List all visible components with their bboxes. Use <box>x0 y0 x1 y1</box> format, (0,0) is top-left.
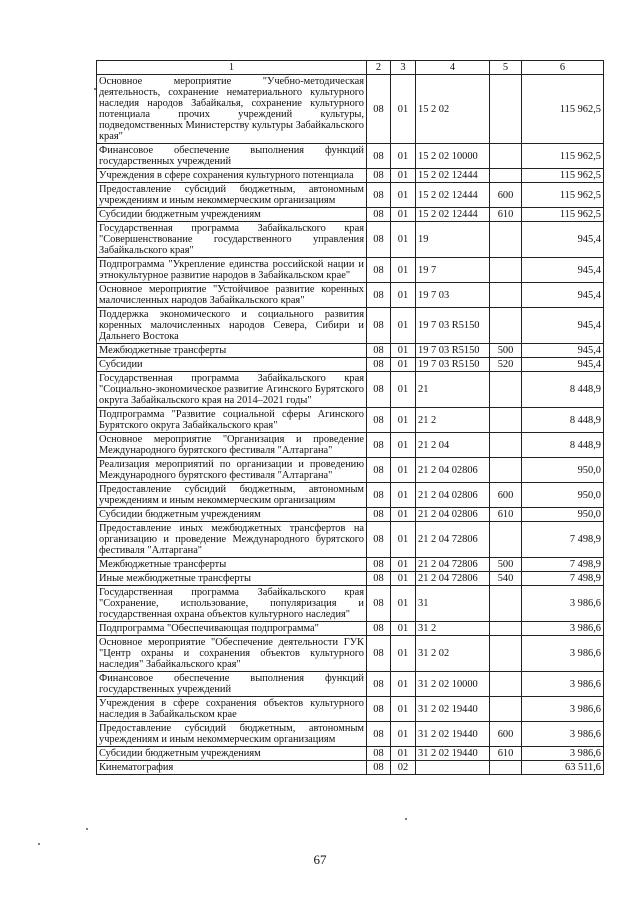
cell-amount: 63 511,6 <box>522 761 604 775</box>
cell-target-code: 21 2 04 72806 <box>416 522 490 558</box>
table-row <box>97 697 604 722</box>
cell-subsection: 01 <box>391 458 416 483</box>
cell-target-code: 21 2 04 02806 <box>416 508 490 522</box>
cell-section: 08 <box>367 358 391 372</box>
cell-name: Основное мероприятие "Устойчивое развитие коренных малочисленных народов Забайкальского края" <box>97 283 367 308</box>
table-row <box>97 372 604 408</box>
cell-amount: 945,4 <box>522 258 604 283</box>
cell-name: Поддержка экономического и социального развития коренных малочисленных народов Севера, Сибири и Дальнего Востока <box>97 308 367 344</box>
cell-section: 08 <box>367 458 391 483</box>
column-header-1: 1 <box>97 61 367 75</box>
cell-name: Финансовое обеспечение выполнения функций государственных учреждений <box>97 672 367 697</box>
table-row <box>97 344 604 358</box>
cell-amount: 8 448,9 <box>522 408 604 433</box>
cell-name: Реализация мероприятий по организации и проведению Международного бурятского фестиваля "Алтаргана" <box>97 458 367 483</box>
cell-name: Субсидии бюджетным учреждениям <box>97 508 367 522</box>
cell-expense-type: 610 <box>490 747 522 761</box>
cell-subsection: 01 <box>391 483 416 508</box>
cell-target-code: 21 2 04 72806 <box>416 572 490 586</box>
column-header-6: 6 <box>522 61 604 75</box>
cell-amount: 950,0 <box>522 458 604 483</box>
cell-section: 08 <box>367 344 391 358</box>
cell-expense-type <box>490 308 522 344</box>
table-row <box>97 572 604 586</box>
page-number: 67 <box>313 852 327 867</box>
cell-name: Учреждения в сфере сохранения объектов культурного наследия в Забайкальском крае <box>97 697 367 722</box>
scan-speck <box>94 88 96 90</box>
cell-section: 08 <box>367 169 391 183</box>
cell-expense-type <box>490 372 522 408</box>
cell-expense-type: 500 <box>490 558 522 572</box>
cell-expense-type <box>490 636 522 672</box>
table-row <box>97 622 604 636</box>
cell-section: 08 <box>367 697 391 722</box>
cell-amount: 945,4 <box>522 222 604 258</box>
cell-subsection: 01 <box>391 75 416 144</box>
cell-subsection: 01 <box>391 572 416 586</box>
table-row <box>97 283 604 308</box>
table-body <box>97 75 604 775</box>
cell-amount: 8 448,9 <box>522 433 604 458</box>
cell-subsection: 01 <box>391 636 416 672</box>
table-row <box>97 144 604 169</box>
cell-target-code: 15 2 02 12444 <box>416 169 490 183</box>
cell-name: Кинематография <box>97 761 367 775</box>
cell-target-code: 19 7 03 <box>416 283 490 308</box>
cell-amount: 115 962,5 <box>522 169 604 183</box>
cell-target-code: 31 2 02 19440 <box>416 697 490 722</box>
cell-amount: 3 986,6 <box>522 672 604 697</box>
table-row <box>97 558 604 572</box>
cell-amount: 945,4 <box>522 344 604 358</box>
cell-target-code: 31 2 <box>416 622 490 636</box>
table-row <box>97 672 604 697</box>
cell-target-code: 21 2 04 02806 <box>416 458 490 483</box>
cell-subsection: 01 <box>391 697 416 722</box>
table-row <box>97 258 604 283</box>
cell-subsection: 01 <box>391 672 416 697</box>
cell-subsection: 01 <box>391 222 416 258</box>
cell-section: 08 <box>367 372 391 408</box>
cell-section: 08 <box>367 761 391 775</box>
cell-target-code: 15 2 02 12444 <box>416 208 490 222</box>
table-row <box>97 722 604 747</box>
cell-subsection: 02 <box>391 761 416 775</box>
cell-name: Государственная программа Забайкальского края "Совершенствование государственного управления Забайкальского края" <box>97 222 367 258</box>
cell-expense-type: 600 <box>490 183 522 208</box>
cell-expense-type: 600 <box>490 483 522 508</box>
cell-expense-type <box>490 258 522 283</box>
cell-name: Подпрограмма "Обеспечивающая подпрограмма" <box>97 622 367 636</box>
cell-name: Субсидии бюджетным учреждениям <box>97 208 367 222</box>
cell-section: 08 <box>367 586 391 622</box>
cell-amount: 950,0 <box>522 483 604 508</box>
cell-target-code: 15 2 02 <box>416 75 490 144</box>
table-row <box>97 508 604 522</box>
cell-expense-type: 610 <box>490 208 522 222</box>
cell-expense-type <box>490 622 522 636</box>
cell-target-code: 21 <box>416 372 490 408</box>
cell-subsection: 01 <box>391 522 416 558</box>
budget-table <box>96 60 604 775</box>
cell-expense-type <box>490 672 522 697</box>
cell-name: Субсидии бюджетным учреждениям <box>97 747 367 761</box>
cell-section: 08 <box>367 747 391 761</box>
table-header-row <box>97 61 604 75</box>
cell-name: Основное мероприятие "Организация и проведение Международного бурятского фестиваля "Алтаргана" <box>97 433 367 458</box>
cell-section: 08 <box>367 258 391 283</box>
cell-section: 08 <box>367 433 391 458</box>
cell-amount: 115 962,5 <box>522 208 604 222</box>
column-header-5: 5 <box>490 61 522 75</box>
cell-target-code: 31 2 02 19440 <box>416 722 490 747</box>
cell-target-code: 19 <box>416 222 490 258</box>
cell-expense-type: 520 <box>490 358 522 372</box>
cell-amount: 3 986,6 <box>522 697 604 722</box>
scan-speck <box>38 843 40 845</box>
cell-subsection: 01 <box>391 258 416 283</box>
cell-amount: 115 962,5 <box>522 183 604 208</box>
cell-amount: 3 986,6 <box>522 722 604 747</box>
cell-amount: 945,4 <box>522 308 604 344</box>
cell-name: Межбюджетные трансферты <box>97 344 367 358</box>
cell-expense-type <box>490 697 522 722</box>
cell-subsection: 01 <box>391 622 416 636</box>
cell-target-code: 21 2 04 <box>416 433 490 458</box>
cell-expense-type <box>490 283 522 308</box>
cell-subsection: 01 <box>391 208 416 222</box>
cell-section: 08 <box>367 672 391 697</box>
cell-amount: 945,4 <box>522 358 604 372</box>
table-row <box>97 183 604 208</box>
cell-expense-type <box>490 458 522 483</box>
cell-name: Подпрограмма "Укрепление единства российской нации и этнокультурное развитие народов в Забайкальском крае" <box>97 258 367 283</box>
table-row <box>97 208 604 222</box>
cell-name: Предоставление субсидий бюджетным, автономным учреждениям и иным некоммерческим организациям <box>97 483 367 508</box>
cell-name: Финансовое обеспечение выполнения функций государственных учреждений <box>97 144 367 169</box>
table-row <box>97 169 604 183</box>
cell-name: Учреждения в сфере сохранения культурного потенциала <box>97 169 367 183</box>
table-row <box>97 222 604 258</box>
cell-expense-type: 600 <box>490 722 522 747</box>
cell-amount: 7 498,9 <box>522 558 604 572</box>
cell-target-code: 19 7 03 R5150 <box>416 308 490 344</box>
cell-section: 08 <box>367 508 391 522</box>
cell-subsection: 01 <box>391 433 416 458</box>
cell-target-code: 19 7 03 R5150 <box>416 358 490 372</box>
cell-section: 08 <box>367 308 391 344</box>
cell-expense-type: 610 <box>490 508 522 522</box>
cell-section: 08 <box>367 144 391 169</box>
cell-section: 08 <box>367 75 391 144</box>
cell-section: 08 <box>367 522 391 558</box>
cell-subsection: 01 <box>391 358 416 372</box>
cell-amount: 950,0 <box>522 508 604 522</box>
cell-section: 08 <box>367 622 391 636</box>
table-row <box>97 636 604 672</box>
column-header-3: 3 <box>391 61 416 75</box>
cell-amount: 7 498,9 <box>522 522 604 558</box>
cell-target-code: 31 2 02 10000 <box>416 672 490 697</box>
cell-name: Государственная программа Забайкальского края "Социально-экономическое развитие Агинского Бурятского округа Забайкальского края на 2014–2021 годы" <box>97 372 367 408</box>
cell-name: Иные межбюджетные трансферты <box>97 572 367 586</box>
cell-name: Предоставление субсидий бюджетным, автономным учреждениям и иным некоммерческим организациям <box>97 722 367 747</box>
cell-name: Основное мероприятие "Обеспечение деятельности ГУК "Центр охраны и сохранения объектов культурного наследия" Забайкальского края" <box>97 636 367 672</box>
table-row <box>97 408 604 433</box>
cell-subsection: 01 <box>391 408 416 433</box>
cell-subsection: 01 <box>391 747 416 761</box>
table-row <box>97 308 604 344</box>
cell-expense-type: 500 <box>490 344 522 358</box>
cell-target-code: 19 7 <box>416 258 490 283</box>
table-row <box>97 433 604 458</box>
cell-subsection: 01 <box>391 508 416 522</box>
cell-subsection: 01 <box>391 308 416 344</box>
cell-target-code: 19 7 03 R5150 <box>416 344 490 358</box>
cell-target-code: 15 2 02 10000 <box>416 144 490 169</box>
cell-name: Межбюджетные трансферты <box>97 558 367 572</box>
cell-expense-type <box>490 222 522 258</box>
table-row <box>97 747 604 761</box>
cell-section: 08 <box>367 208 391 222</box>
cell-subsection: 01 <box>391 344 416 358</box>
cell-name: Государственная программа Забайкальского края "Сохранение, использование, популяризация и государственная охрана объектов культурного наследия" <box>97 586 367 622</box>
column-header-2: 2 <box>367 61 391 75</box>
cell-target-code: 31 <box>416 586 490 622</box>
table-row <box>97 358 604 372</box>
cell-subsection: 01 <box>391 283 416 308</box>
cell-target-code: 15 2 02 12444 <box>416 183 490 208</box>
cell-subsection: 01 <box>391 722 416 747</box>
cell-amount: 3 986,6 <box>522 622 604 636</box>
cell-section: 08 <box>367 222 391 258</box>
cell-subsection: 01 <box>391 372 416 408</box>
cell-section: 08 <box>367 183 391 208</box>
cell-expense-type <box>490 433 522 458</box>
cell-subsection: 01 <box>391 144 416 169</box>
cell-amount: 115 962,5 <box>522 75 604 144</box>
cell-name: Предоставление субсидий бюджетным, автономным учреждениям и иным некоммерческим организациям <box>97 183 367 208</box>
cell-amount: 8 448,9 <box>522 372 604 408</box>
cell-target-code: 31 2 02 <box>416 636 490 672</box>
cell-expense-type <box>490 408 522 433</box>
cell-section: 08 <box>367 558 391 572</box>
cell-expense-type <box>490 169 522 183</box>
cell-section: 08 <box>367 636 391 672</box>
cell-section: 08 <box>367 408 391 433</box>
cell-expense-type <box>490 144 522 169</box>
cell-expense-type <box>490 761 522 775</box>
cell-expense-type <box>490 75 522 144</box>
cell-subsection: 01 <box>391 586 416 622</box>
table-row <box>97 522 604 558</box>
cell-target-code: 21 2 <box>416 408 490 433</box>
cell-amount: 115 962,5 <box>522 144 604 169</box>
cell-expense-type <box>490 586 522 622</box>
scan-speck <box>405 818 407 820</box>
cell-name: Субсидии <box>97 358 367 372</box>
table-row <box>97 458 604 483</box>
cell-name: Основное мероприятие "Учебно-методическая деятельность, сохранение нематериального культурного наследия народов Забайкалья, сохранение культурного потенциала прочих учреждений культуры, подведомственных Министерству культуры Забайкальского края" <box>97 75 367 144</box>
cell-amount: 3 986,6 <box>522 747 604 761</box>
cell-target-code: 31 2 02 19440 <box>416 747 490 761</box>
cell-amount: 945,4 <box>522 283 604 308</box>
cell-amount: 3 986,6 <box>522 586 604 622</box>
cell-name: Подпрограмма "Развитие социальной сферы Агинского Бурятского округа Забайкальского края" <box>97 408 367 433</box>
cell-target-code <box>416 761 490 775</box>
scan-speck <box>86 828 88 830</box>
cell-amount: 7 498,9 <box>522 572 604 586</box>
cell-amount: 3 986,6 <box>522 636 604 672</box>
cell-subsection: 01 <box>391 558 416 572</box>
cell-section: 08 <box>367 483 391 508</box>
cell-expense-type <box>490 522 522 558</box>
cell-target-code: 21 2 04 72806 <box>416 558 490 572</box>
cell-subsection: 01 <box>391 183 416 208</box>
cell-target-code: 21 2 04 02806 <box>416 483 490 508</box>
table-row <box>97 761 604 775</box>
cell-name: Предоставление иных межбюджетных трансфертов на организацию и проведение Международного бурятского фестиваля "Алтаргана" <box>97 522 367 558</box>
cell-section: 08 <box>367 572 391 586</box>
column-header-4: 4 <box>416 61 490 75</box>
cell-section: 08 <box>367 283 391 308</box>
table-row <box>97 483 604 508</box>
table-row <box>97 75 604 144</box>
cell-subsection: 01 <box>391 169 416 183</box>
cell-section: 08 <box>367 722 391 747</box>
cell-expense-type: 540 <box>490 572 522 586</box>
table-row <box>97 586 604 622</box>
